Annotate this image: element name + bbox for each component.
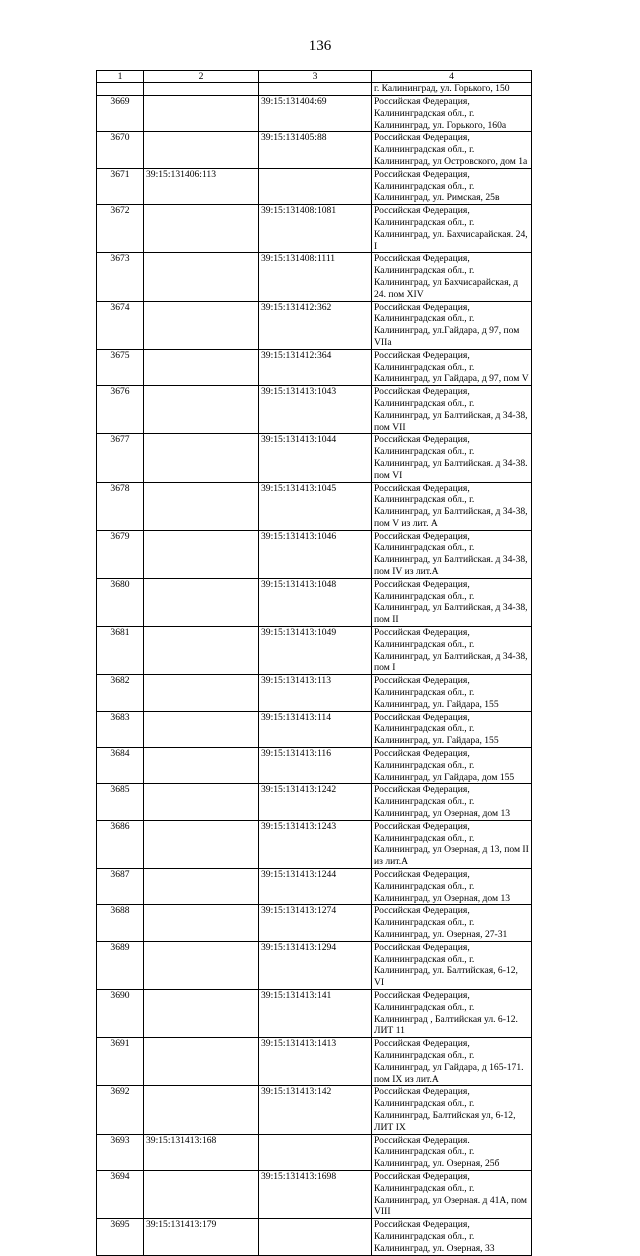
row-number: [97, 83, 144, 96]
row-number: 3687: [97, 869, 144, 905]
row-number: 3680: [97, 578, 144, 626]
address: Российская Федерация, Калининградская обл., г. Калининград, ул. Гайдара, 155: [372, 711, 532, 747]
parent-cadastral-number: [144, 96, 259, 132]
parent-cadastral-number: [144, 301, 259, 349]
row-number: 3670: [97, 132, 144, 168]
parent-cadastral-number: [144, 482, 259, 530]
table-row: [97, 1170, 532, 1218]
header-cell-3: 3: [259, 71, 372, 83]
parent-cadastral-number: [144, 627, 259, 675]
parent-cadastral-number: [144, 869, 259, 905]
header-cell-1: 1: [97, 71, 144, 83]
table-row: [97, 530, 532, 578]
address: Российская Федерация, Калининградская обл., г. Калининград, ул. Озерная, 33: [372, 1219, 532, 1255]
parent-cadastral-number: [144, 675, 259, 711]
row-number: 3688: [97, 905, 144, 941]
cadastral-number: 39:15:131413:1048: [259, 578, 372, 626]
cadastral-number: 39:15:131412:362: [259, 301, 372, 349]
address: Российская Федерация, Калининградская обл., г. Калининград, Балтийская ул, 6-12, ЛИТ IX: [372, 1086, 532, 1134]
parent-cadastral-number: 39:15:131406:113: [144, 168, 259, 204]
cadastral-number: 39:15:131413:1242: [259, 784, 372, 820]
cadastral-number: 39:15:131413:1698: [259, 1170, 372, 1218]
parent-cadastral-number: 39:15:131413:179: [144, 1219, 259, 1255]
row-number: 3695: [97, 1219, 144, 1255]
table-row: [97, 1134, 532, 1170]
row-number: 3678: [97, 482, 144, 530]
cadastral-number: [259, 1219, 372, 1255]
cadastral-number: 39:15:131405:88: [259, 132, 372, 168]
address: Российская Федерация, Калининградская обл., г. Калининград, ул Балтийская, д 34-38, пом VII: [372, 386, 532, 434]
row-number: 3684: [97, 748, 144, 784]
table-row: [97, 301, 532, 349]
cadastral-number: 39:15:131413:142: [259, 1086, 372, 1134]
parent-cadastral-number: [144, 711, 259, 747]
table-row: [97, 1086, 532, 1134]
address: Российская Федерация, Калининградская обл., г. Калининград, ул. Озерная, 27-31: [372, 905, 532, 941]
continuation-row: [97, 83, 532, 96]
address: Российская Федерация, Калининградская обл., г. Калининград, ул Озерная, дом 13: [372, 784, 532, 820]
table-row: [97, 869, 532, 905]
table-row: [97, 96, 532, 132]
cadastral-number: 39:15:131404:69: [259, 96, 372, 132]
row-number: 3682: [97, 675, 144, 711]
table-row: [97, 1038, 532, 1086]
parent-cadastral-number: [144, 1170, 259, 1218]
address: Российская Федерация, Калининградская обл., г. Калининград, ул Балтийская, д 34-38, пом II: [372, 578, 532, 626]
address: Российская Федерация, Калининградская обл., г. Калининград, ул Балтийская, д 34-38, пом V из лит. А: [372, 482, 532, 530]
table-row: [97, 748, 532, 784]
row-number: 3673: [97, 253, 144, 301]
table-row: [97, 434, 532, 482]
address: г. Калининград, ул. Горького, 150: [372, 83, 532, 96]
address: Российская Федерация, Калининградская обл., г. Калининград, ул. Бахчисарайская. 24, I: [372, 205, 532, 253]
row-number: 3692: [97, 1086, 144, 1134]
address: Российская Федерация, Калининградская обл., г. Калининград, ул Балтийская, д 34-38, пом I: [372, 627, 532, 675]
parent-cadastral-number: [144, 434, 259, 482]
table-row: [97, 168, 532, 204]
header-cell-2: 2: [144, 71, 259, 83]
parent-cadastral-number: [144, 820, 259, 868]
parent-cadastral-number: [144, 132, 259, 168]
address: Российская Федерация, Калининградская обл., г. Калининград, ул. Гайдара, 155: [372, 675, 532, 711]
parent-cadastral-number: [144, 905, 259, 941]
header-cell-4: 4: [372, 71, 532, 83]
parent-cadastral-number: [144, 989, 259, 1037]
row-number: 3694: [97, 1170, 144, 1218]
address: Российская Федерация, Калининградская обл., г. Калининград, ул Балтийская. д 34-38. пом VI: [372, 434, 532, 482]
header-row: [97, 71, 532, 83]
row-number: 3685: [97, 784, 144, 820]
cadastral-number: 39:15:131413:141: [259, 989, 372, 1037]
cadastral-number: 39:15:131413:1044: [259, 434, 372, 482]
parent-cadastral-number: 39:15:131413:168: [144, 1134, 259, 1170]
cadastral-number: 39:15:131413:1043: [259, 386, 372, 434]
cadastral-number: 39:15:131408:1111: [259, 253, 372, 301]
cadastral-number: 39:15:131413:1244: [259, 869, 372, 905]
cadastral-number: [259, 83, 372, 96]
address: Российская Федерация. Калининградская обл., г. Калининград, ул. Озерная, 25б: [372, 1134, 532, 1170]
parent-cadastral-number: [144, 941, 259, 989]
table-row: [97, 627, 532, 675]
row-number: 3691: [97, 1038, 144, 1086]
cadastral-number: 39:15:131408:1081: [259, 205, 372, 253]
table-row: [97, 905, 532, 941]
address: Российская Федерация, Калининградская обл., г. Калининград, ул Озерная. д 41А, пом VIII: [372, 1170, 532, 1218]
address: Российская Федерация, Калининградская обл., г. Калининград, ул Гайдара, д 165-171. пом IX из лит.А: [372, 1038, 532, 1086]
table-row: [97, 482, 532, 530]
table-row: [97, 132, 532, 168]
cadastral-number: 39:15:131413:1045: [259, 482, 372, 530]
row-number: 3683: [97, 711, 144, 747]
parent-cadastral-number: [144, 1086, 259, 1134]
address: Российская Федерация, Калининградская обл., г. Калининград, ул Островского, дом 1а: [372, 132, 532, 168]
cadastral-number: 39:15:131413:1274: [259, 905, 372, 941]
row-number: 3677: [97, 434, 144, 482]
row-number: 3676: [97, 386, 144, 434]
row-number: 3690: [97, 989, 144, 1037]
cadastral-number: 39:15:131413:1294: [259, 941, 372, 989]
row-number: 3693: [97, 1134, 144, 1170]
table-row: [97, 820, 532, 868]
table-row: [97, 941, 532, 989]
cadastral-number: [259, 1134, 372, 1170]
row-number: 3689: [97, 941, 144, 989]
row-number: 3675: [97, 349, 144, 385]
address: Российская Федерация, Калининградская обл., г. Калининград, ул Озерная, д 13, пом II из лит.А: [372, 820, 532, 868]
cadastral-number: 39:15:131412:364: [259, 349, 372, 385]
row-number: 3686: [97, 820, 144, 868]
address: Российская Федерация, Калининградская обл., г. Калининград, ул Озерная, дом 13: [372, 869, 532, 905]
cadastral-number: 39:15:131413:114: [259, 711, 372, 747]
table-row: [97, 675, 532, 711]
address: Российская Федерация, Калининградская обл., г. Калининград , Балтийская ул. 6-12. ЛИТ 11: [372, 989, 532, 1037]
table-row: [97, 578, 532, 626]
table-row: [97, 711, 532, 747]
cadastral-number: 39:15:131413:1046: [259, 530, 372, 578]
table-row: [97, 1219, 532, 1255]
parent-cadastral-number: [144, 1038, 259, 1086]
cadastral-number: 39:15:131413:116: [259, 748, 372, 784]
parent-cadastral-number: [144, 253, 259, 301]
row-number: 3681: [97, 627, 144, 675]
row-number: 3669: [97, 96, 144, 132]
table-row: [97, 253, 532, 301]
parent-cadastral-number: [144, 530, 259, 578]
row-number: 3679: [97, 530, 144, 578]
table-row: [97, 386, 532, 434]
cadastral-number: 39:15:131413:1049: [259, 627, 372, 675]
address: Российская Федерация, Калининградская обл., г. Калининград, ул Гайдара, д 97, пом V: [372, 349, 532, 385]
address: Российская Федерация, Калининградская обл., г. Калининград, ул Балтийская. д 34-38, пом IV из лит.А: [372, 530, 532, 578]
row-number: 3671: [97, 168, 144, 204]
table-row: [97, 989, 532, 1037]
page-number: 136: [308, 38, 332, 54]
address: Российская Федерация, Калининградская обл., г. Калининград, ул Гайдара, дом 155: [372, 748, 532, 784]
table-row: [97, 784, 532, 820]
address: Российская Федерация, Калининградская обл., г. Калининград, ул. Римская, 25в: [372, 168, 532, 204]
parent-cadastral-number: [144, 205, 259, 253]
address: Российская Федерация, Калининградская обл., г. Калининград, ул.Гайдара, д 97, пом VIIa: [372, 301, 532, 349]
parent-cadastral-number: [144, 748, 259, 784]
table-row: [97, 205, 532, 253]
parent-cadastral-number: [144, 83, 259, 96]
address: Российская Федерация, Калининградская обл., г. Калининград, ул. Горького, 160а: [372, 96, 532, 132]
cadastral-number: 39:15:131413:113: [259, 675, 372, 711]
address: Российская Федерация, Калининградская обл., г. Калининград, ул Бахчисарайская, д 24. пом XIV: [372, 253, 532, 301]
registry-table: [96, 70, 532, 1256]
cadastral-number: 39:15:131413:1243: [259, 820, 372, 868]
address: Российская Федерация, Калининградская обл., г. Калининград, ул. Балтийская, 6-12, VI: [372, 941, 532, 989]
row-number: 3674: [97, 301, 144, 349]
parent-cadastral-number: [144, 784, 259, 820]
row-number: 3672: [97, 205, 144, 253]
table-row: [97, 349, 532, 385]
cadastral-number: 39:15:131413:1413: [259, 1038, 372, 1086]
cadastral-number: [259, 168, 372, 204]
parent-cadastral-number: [144, 578, 259, 626]
parent-cadastral-number: [144, 386, 259, 434]
parent-cadastral-number: [144, 349, 259, 385]
